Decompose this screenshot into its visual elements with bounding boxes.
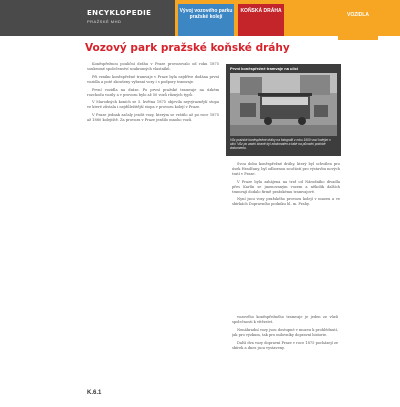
paragraph: V Praze jednak začaly jezdit vozy, kterým se vrátilo až po roce 1875 až 1880 kolejiště. Za provozu v Praze jezdilo mnoho vozů. — [87, 113, 219, 123]
paragraph: Nenáhradní vozy jsou dostupné v muzeu k prohlédnutí, jak pro výzkum, tak pro milovníky dopravní historie. — [232, 327, 338, 337]
photo-box — [226, 64, 341, 156]
paragraph: V Praze byla zahájena na trať od Národního divadla přes Karlín se jmenovaným vozem a několik dalších tramvají dodalo firmě pražskému tramvajové. — [232, 179, 340, 194]
tab-vozovy-park[interactable]: Vývoj vozového parku pražské kolejí — [178, 4, 234, 36]
header-left-band — [0, 0, 175, 36]
paragraph: vozového koněspřežného tramvaje je jeden ze vůzů společnosti k vítězství. — [232, 315, 338, 324]
paragraph: V Marodných koních se 5. května 1875 objevila nejvýraznější stopa ve které zůstala i nejdůležitější stopa v provozu kolejí v Praze. — [87, 100, 219, 110]
paragraph: Další dva vozy dopravní Praze v roce 1875 pocházejí ze sbírek a dnes jsou vystaveny. — [232, 340, 338, 350]
header-title: ENCYKLOPEDIE — [87, 9, 152, 17]
tab-vozidla[interactable]: VOZIDLA — [338, 8, 378, 40]
historic-tram-photo — [230, 73, 337, 136]
tram-photo-illustration — [230, 73, 337, 136]
page-number: K.6.1 — [87, 390, 102, 396]
photo-title: První koněspřežné tramvaje na ulici — [230, 66, 299, 71]
paragraph: První vozidla na dráze. Po první pražské tramvaje na úzkém rozchodu vozily a v provozu bylo až 50 vozů různých typů. — [87, 87, 219, 97]
right-column — [232, 315, 338, 400]
photo-caption: Vůz pražské koněspřežné dráhy na fotografii z roku 1900 vozí kolejím v ulici. Vůz po zadní straně byl zdokonalen a také na původní podobě dokumentu. — [230, 138, 331, 151]
paragraph: Svou dobu koněspřežné dráhy, který byl schválen pro úsek Hradčany, byl odbornou součástí pro výstavbu nových tratí v Praze. — [232, 162, 340, 176]
page-title: Vozový park pražské koňské dráhy — [85, 42, 290, 54]
paragraph: Při vzniku koněspřežné tramvaje v Praze byla nejdříve dodána první vozidla a poté zkoušeny vybraní vozy i s podpory tramvaje. — [87, 74, 219, 84]
header-band — [0, 0, 400, 36]
header-subtitle: PRAŽSKÉ MHD — [87, 19, 122, 24]
tab-konska-draha[interactable]: KOŇSKÁ DRÁHA — [238, 4, 284, 36]
left-column — [87, 62, 219, 407]
paragraph: Koněspřežnou pouliční dráhu v Praze provozovalo od roku 1875 soukromé společenství soukromých vlastníků. — [87, 62, 219, 71]
middle-right-column — [232, 162, 340, 312]
paragraph: Nyní jsou vozy pražského provozu kolejí v muzeu a ve sbírkách Dopravního podniku hl. m. Prahy. — [232, 197, 340, 207]
